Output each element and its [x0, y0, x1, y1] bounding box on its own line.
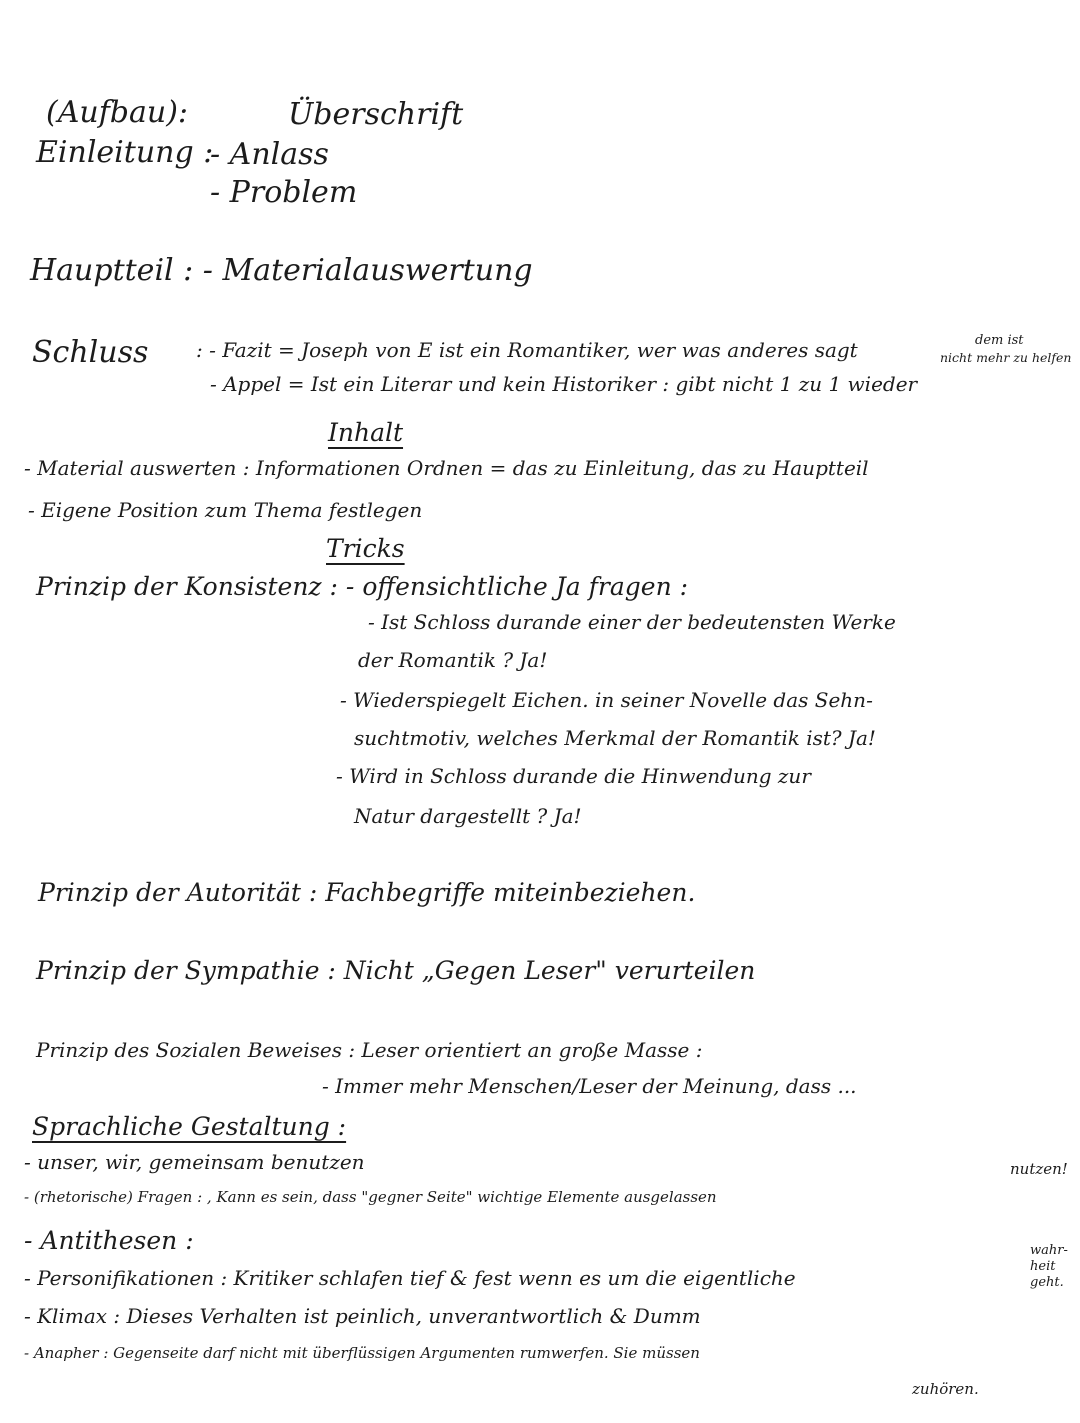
konsistenz-line-5: - Wird in Schloss durande die Hinwendung zur [336, 764, 811, 788]
sprache-item-2: - (rhetorische) Fragen : , Kann es sein, dass "gegner Seite" wichtige Elemente ausgelassen [24, 1188, 717, 1206]
sprache-item-6: - Anapher : Gegenseite darf nicht mit überflüssigen Argumenten rumwerfen. Sie müssen [24, 1344, 700, 1362]
schluss-label: Schluss [32, 335, 149, 370]
konsistenz-label: Prinzip der Konsistenz : - offensichtliche Ja fragen : [36, 572, 689, 601]
inhalt-item-1: - Material auswerten : Informationen Ordnen = das zu Einleitung, das zu Hauptteil [24, 456, 869, 480]
einleitung-item-anlass: - Anlass [210, 137, 329, 172]
margin-note-heit: heit [1030, 1259, 1056, 1274]
sympathie-line: Prinzip der Sympathie : Nicht „Gegen Leser" verurteilen [36, 956, 756, 985]
sprache-item-5: - Klimax : Dieses Verhalten ist peinlich, unverantwortlich & Dumm [24, 1304, 701, 1328]
inhalt-heading: Inhalt [328, 418, 404, 447]
einleitung-item-problem: - Problem [210, 175, 358, 210]
konsistenz-line-1: - Ist Schloss durande einer der bedeutensten Werke [368, 610, 896, 634]
sprache-item-1: - unser, wir, gemeinsam benutzen [24, 1150, 365, 1174]
hauptteil-line: Hauptteil : - Materialauswertung [30, 253, 533, 288]
appel-line: - Appel = Ist ein Literar und kein Historiker : gibt nicht 1 zu 1 wieder [210, 372, 918, 396]
inhalt-item-2: - Eigene Position zum Thema festlegen [28, 498, 423, 522]
aufbau-label: (Aufbau): [46, 95, 189, 130]
konsistenz-line-6: Natur dargestellt ? Ja! [354, 804, 582, 828]
uberschrift-title: Überschrift [288, 97, 464, 132]
konsistenz-line-3: - Wiederspiegelt Eichen. in seiner Novelle das Sehn- [340, 688, 873, 712]
fazit-aside-2: nicht mehr zu helfen [940, 350, 1072, 365]
margin-note-zuhoeren: zuhören. [912, 1380, 979, 1398]
margin-note-nutzen: nutzen! [1010, 1160, 1068, 1178]
margin-note-wahr: wahr- [1030, 1243, 1068, 1258]
margin-note-geht: geht. [1030, 1275, 1064, 1290]
fazit-line: : - Fazit = Joseph von E ist ein Romantiker, wer was anderes sagt [196, 338, 858, 362]
einleitung-label: Einleitung : [36, 135, 214, 170]
konsistenz-line-2: der Romantik ? Ja! [358, 648, 548, 672]
sprache-heading: Sprachliche Gestaltung : [32, 1112, 347, 1141]
sprache-item-4: - Personifikationen : Kritiker schlafen tief & fest wenn es um die eigentliche [24, 1266, 796, 1290]
sozial-detail: - Immer mehr Menschen/Leser der Meinung, dass ... [322, 1074, 857, 1098]
konsistenz-line-4: suchtmotiv, welches Merkmal der Romantik ist? Ja! [354, 726, 876, 750]
fazit-aside-1: dem ist [975, 333, 1024, 348]
sozial-line: Prinzip des Sozialen Beweises : Leser orientiert an große Masse : [36, 1038, 703, 1062]
autoritaet-line: Prinzip der Autorität : Fachbegriffe miteinbeziehen. [38, 878, 696, 907]
sprache-item-3: - Antithesen : [24, 1226, 194, 1255]
tricks-heading: Tricks [326, 534, 405, 563]
